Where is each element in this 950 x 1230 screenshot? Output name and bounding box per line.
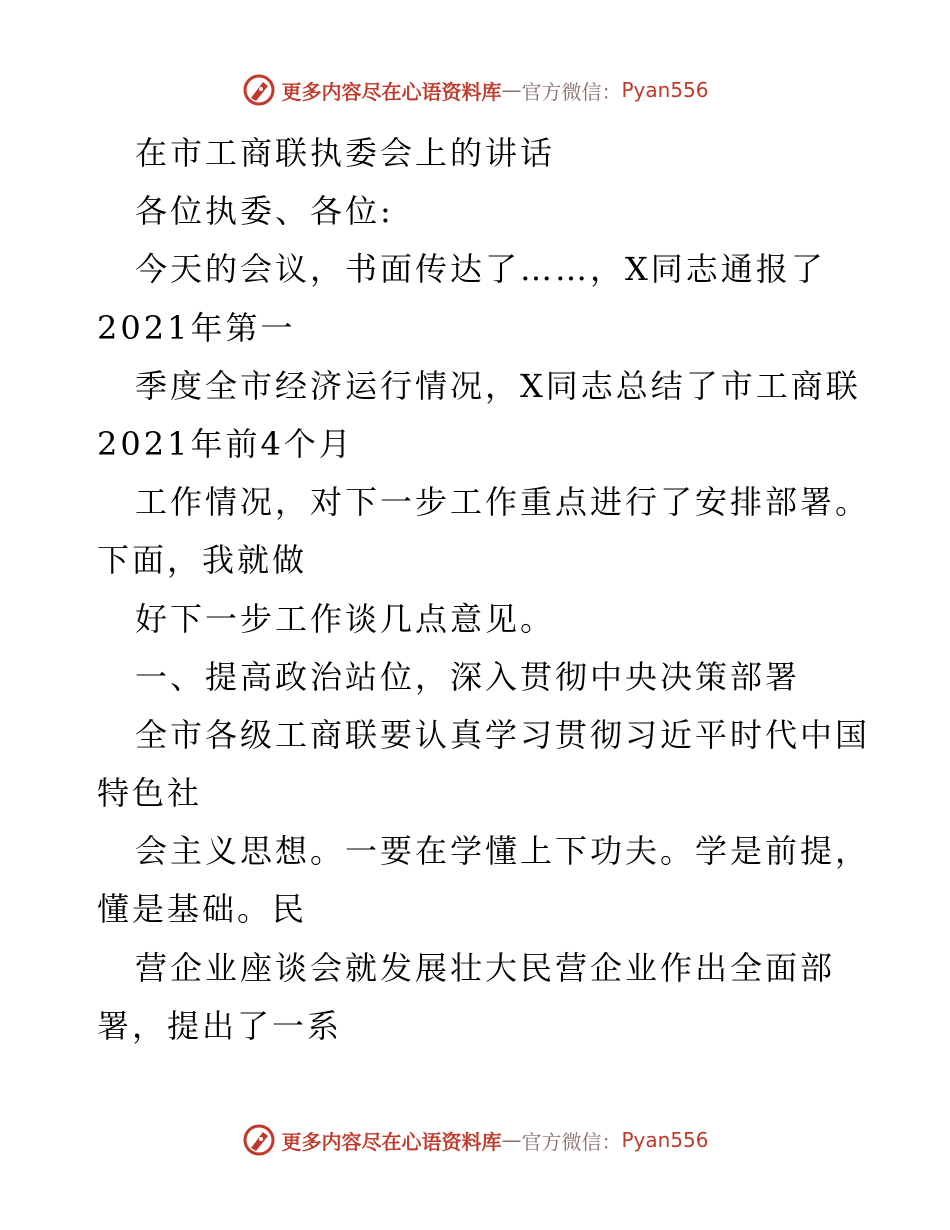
watermark-dash: — [501, 78, 522, 102]
doc-line: 今天的会议，书面传达了……，X同志通报了 [135, 250, 826, 289]
watermark-id: Pyan556 [621, 78, 709, 102]
watermark-sub-text: 官方微信： [521, 1129, 622, 1154]
doc-line: 2021年第一 [97, 308, 296, 347]
doc-title: 在市工商联执委会上的讲话 [135, 134, 556, 172]
doc-section-heading: 一、提高政治站位，深入贯彻中央决策部署 [135, 657, 801, 696]
watermark-id: Pyan556 [621, 1128, 709, 1152]
doc-line: 营企业座谈会就发展壮大民营企业作出全面部 [135, 948, 836, 987]
doc-line: 全市各级工商联要认真学习贯彻习近平时代中国 [135, 715, 871, 754]
doc-line: 署，提出了一系 [97, 1006, 343, 1045]
doc-salutation: 各位执委、各位: [135, 192, 394, 231]
pen-nib-icon [241, 72, 277, 108]
document-body [97, 124, 871, 1055]
doc-line: 2021年前4个月 [97, 424, 354, 463]
watermark-dash: — [501, 1128, 522, 1152]
doc-line: 会主义思想。一要在学懂上下功夫。学是前提， [135, 832, 871, 871]
doc-line: 懂是基础。民 [97, 890, 308, 929]
doc-line: 特色社 [97, 774, 203, 813]
doc-line: 好下一步工作谈几点意见。 [135, 599, 556, 638]
doc-line: 季度全市经济运行情况，X同志总结了市工商联 [135, 366, 861, 405]
header-watermark [0, 70, 950, 110]
footer-watermark [0, 1120, 950, 1160]
watermark-main-text: 更多内容尽在心语资料库 [281, 79, 502, 104]
doc-line: 工作情况，对下一步工作重点进行了安排部署。 [135, 483, 871, 522]
doc-line: 下面，我就做 [97, 541, 308, 580]
pen-nib-icon [241, 1122, 277, 1158]
watermark-sub-text: 官方微信： [521, 79, 622, 104]
watermark-main-text: 更多内容尽在心语资料库 [281, 1129, 502, 1154]
